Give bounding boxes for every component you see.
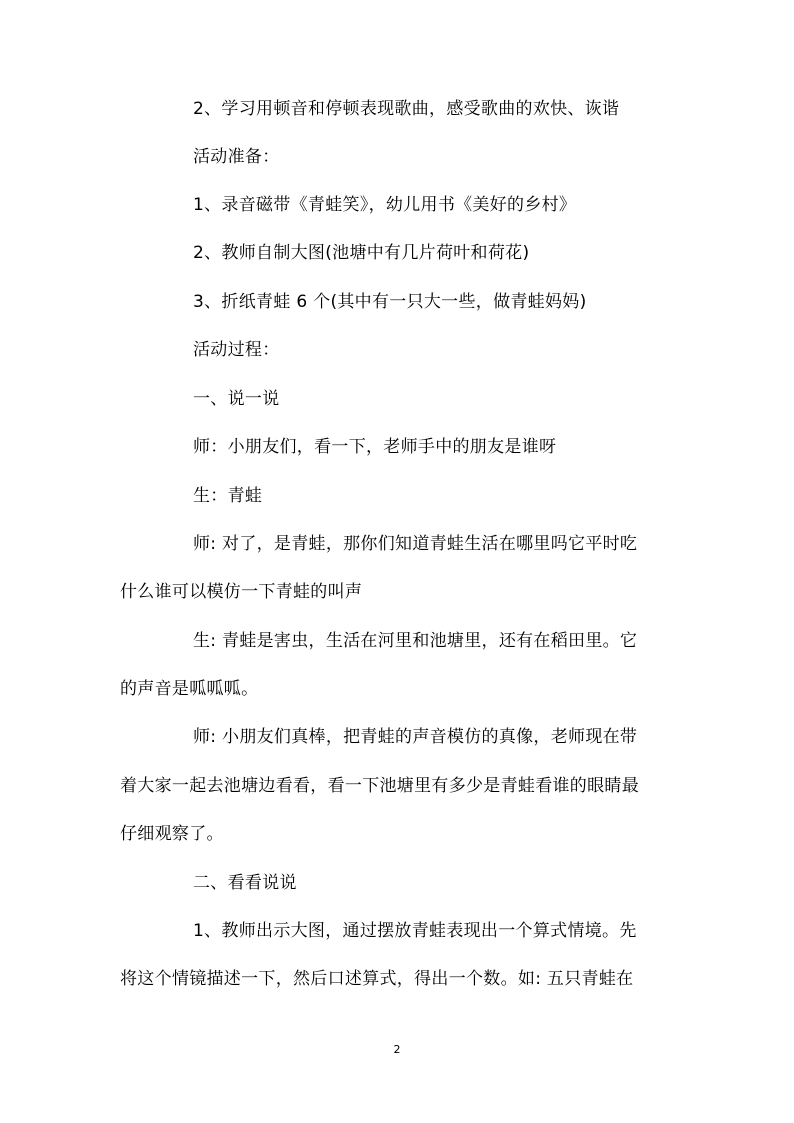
dialogue-line: 仔细观察了。 bbox=[120, 824, 224, 844]
dialogue-line: 师：小朋友们，看一下，老师手中的朋友是谁呀 bbox=[193, 437, 557, 457]
paragraph-line: 2、教师自制大图(池塘中有几片荷叶和荷花) bbox=[193, 243, 530, 263]
section-heading: 活动准备： bbox=[193, 147, 280, 167]
dialogue-line: 生：青蛙 bbox=[193, 486, 263, 506]
section-heading: 一、说一说 bbox=[193, 389, 280, 409]
paragraph-line: 3、折纸青蛙 6 个(其中有一只大一些，做青蛙妈妈) bbox=[193, 292, 587, 312]
paragraph-line: 1、教师出示大图，通过摆放青蛙表现出一个算式情境。先 bbox=[193, 921, 637, 941]
dialogue-line: 着大家一起去池塘边看看，看一下池塘里有多少是青蛙看谁的眼睛最 bbox=[120, 776, 639, 796]
section-heading: 二、看看说说 bbox=[193, 873, 297, 893]
paragraph-line: 2、学习用顿音和停顿表现歌曲，感受歌曲的欢快、诙谐 bbox=[193, 99, 620, 119]
paragraph-line: 将这个情镜描述一下，然后口述算式，得出一个数。如: 五只青蛙在 bbox=[120, 969, 634, 989]
dialogue-line: 什么谁可以模仿一下青蛙的叫声 bbox=[120, 582, 363, 602]
dialogue-line: 师: 对了，是青蛙，那你们知道青蛙生活在哪里吗它平时吃 bbox=[193, 534, 638, 554]
section-heading: 活动过程： bbox=[193, 340, 280, 360]
paragraph-line: 1、录音磁带《青蛙笑》，幼儿用书《美好的乡村》 bbox=[193, 195, 577, 215]
dialogue-line: 的声音是呱呱呱。 bbox=[120, 679, 259, 699]
dialogue-line: 生: 青蛙是害虫，生活在河里和池塘里，还有在稻田里。它 bbox=[193, 631, 638, 651]
dialogue-line: 师: 小朋友们真棒，把青蛙的声音模仿的真像，老师现在带 bbox=[193, 727, 638, 747]
page-number: 2 bbox=[393, 1043, 401, 1056]
